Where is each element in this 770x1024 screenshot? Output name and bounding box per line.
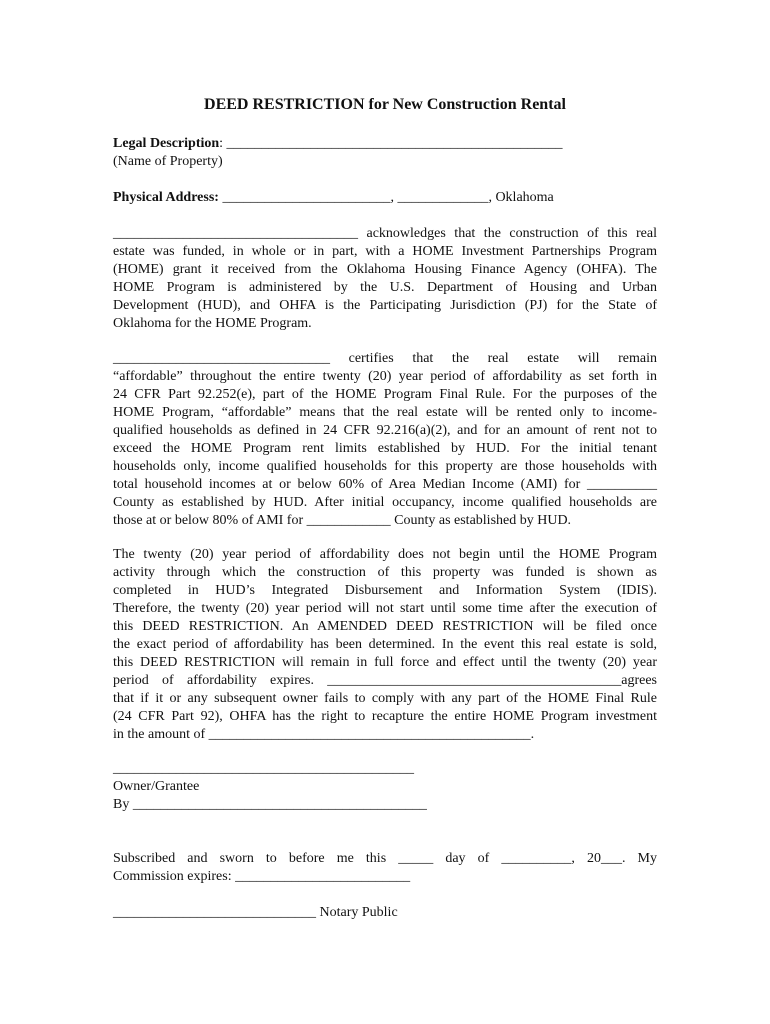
- paragraph-affordability-certification: [113, 350, 657, 530]
- name-of-property-caption: (Name of Property): [113, 154, 223, 169]
- text-line: (24 CFR Part 92), OHFA has the right to recapture the entire HOME Program investment: [113, 709, 657, 724]
- legal-description-block: [113, 135, 657, 171]
- text-line: 24 CFR Part 92.252(e), part of the HOME Program Final Rule. For the purposes of the: [113, 387, 657, 402]
- signature-by-line: By __________________________________________: [113, 797, 427, 812]
- text-line: ___________________________________ acknowledges that the construction of this real: [113, 226, 657, 241]
- paragraph-affordability-period: [113, 546, 657, 744]
- physical-address-blank: ________________________, _____________, Oklahoma: [218, 190, 554, 205]
- text-line: total household incomes at or below 60% of Area Median Income (AMI) for __________: [113, 477, 657, 492]
- physical-address-block: [113, 189, 657, 207]
- text-line: “affordable” throughout the entire twenty (20) year period of affordability as set forth in: [113, 369, 657, 384]
- text-line: this DEED RESTRICTION. An AMENDED DEED RESTRICTION will be filed once: [113, 619, 657, 634]
- text-line: The twenty (20) year period of affordability does not begin until the HOME Program: [113, 547, 657, 562]
- legal-description-blank: : ________________________________________________: [219, 136, 563, 151]
- text-line: Oklahoma for the HOME Program.: [113, 316, 312, 331]
- text-line: (HOME) grant it received from the Oklahoma Housing Finance Agency (OHFA). The: [113, 262, 657, 277]
- text-line: Development (HUD), and OHFA is the Participating Jurisdiction (PJ) for the State of: [113, 298, 657, 313]
- text-line: households only, income qualified households for this property are those households with: [113, 459, 657, 474]
- owner-grantee-caption: Owner/Grantee: [113, 779, 200, 794]
- paragraph-acknowledgement: [113, 225, 657, 333]
- text-line: exceed the HOME Program rent limits established by HUD. For the initial tenant: [113, 441, 657, 456]
- notary-commission-line: Commission expires: _________________________: [113, 869, 411, 884]
- text-line: completed in HUD’s Integrated Disbursement and Information System (IDIS).: [113, 583, 657, 598]
- text-line: those at or below 80% of AMI for ____________ County as established by HUD.: [113, 513, 572, 528]
- text-line: estate was funded, in whole or in part, with a HOME Investment Partnerships Program: [113, 244, 657, 259]
- legal-description-label: Legal Description: [113, 136, 220, 151]
- text-line: in the amount of ______________________________________________.: [113, 727, 535, 742]
- text-line: that if it or any subsequent owner fails to comply with any part of the HOME Final Rule: [113, 691, 657, 706]
- notary-block: [113, 850, 657, 922]
- text-line: the exact period of affordability has been determined. In the event this real estate is sold,: [113, 637, 657, 652]
- physical-address-label: Physical Address:: [113, 190, 219, 205]
- text-line: period of affordability expires. __________________________________________agrees: [113, 673, 657, 688]
- text-line: HOME Program, “affordable” means that the real estate will be rented only to income-: [113, 405, 657, 420]
- notary-sworn-line: Subscribed and sworn to before me this _____ day of __________, 20___. My: [113, 851, 657, 866]
- text-line: Therefore, the twenty (20) year period will not start until some time after the execution of: [113, 601, 657, 616]
- signature-line: ___________________________________________: [113, 761, 414, 776]
- text-line: qualified households as defined in 24 CFR 92.216(a)(2), and for an amount of rent not to: [113, 423, 657, 438]
- signature-block: [113, 760, 657, 814]
- text-line: HOME Program is administered by the U.S. Department of Housing and Urban: [113, 280, 657, 295]
- text-line: activity through which the construction of this property was funded is shown as: [113, 565, 657, 580]
- text-line: this DEED RESTRICTION will remain in full force and effect until the twenty (20) year: [113, 655, 657, 670]
- notary-public-line: _____________________________ Notary Public: [113, 905, 398, 920]
- text-line: County as established by HUD. After initial occupancy, income qualified households are: [113, 495, 657, 510]
- document-title: DEED RESTRICTION for New Construction Rental: [204, 96, 566, 113]
- text-line: _______________________________ certifies that the real estate will remain: [113, 351, 657, 366]
